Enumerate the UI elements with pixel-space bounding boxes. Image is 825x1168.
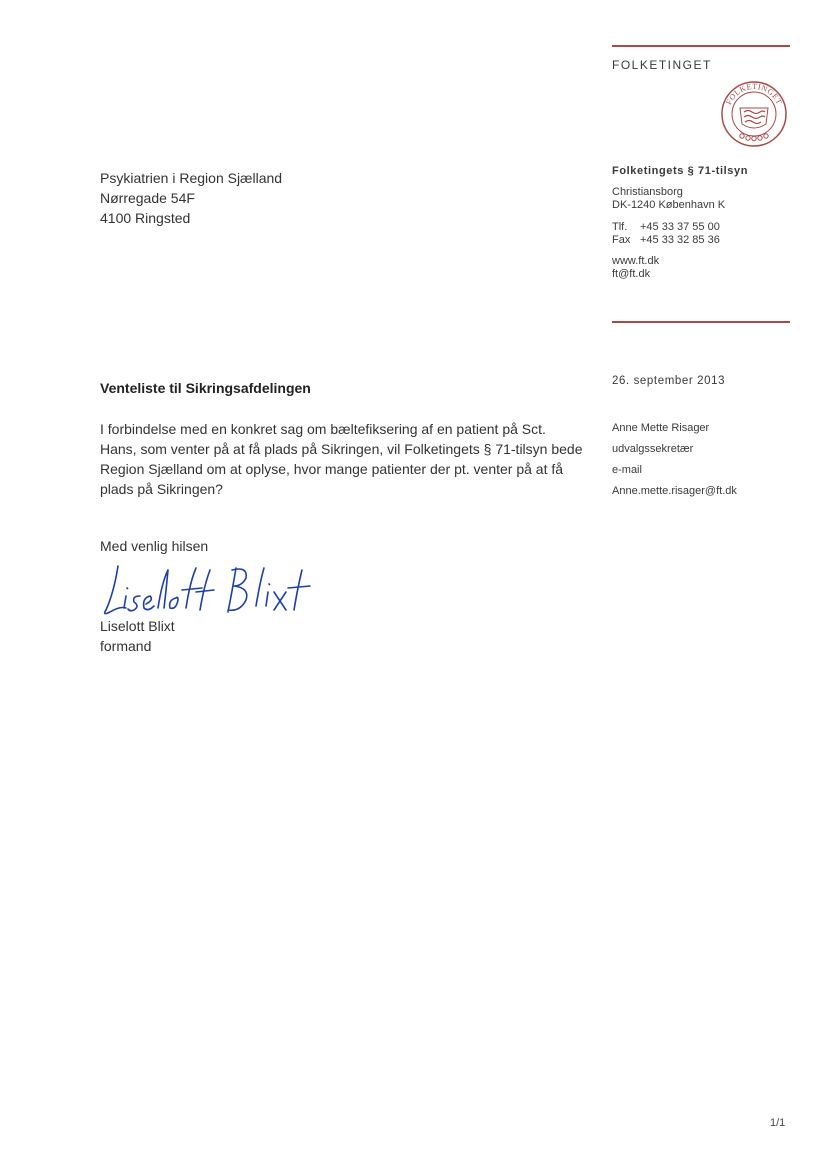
body-line-2: Hans, som venter på at få plads på Sikringen, vil Folketingets § 71-tilsyn bede: [100, 441, 583, 457]
recipient-line-3: 4100 Ringsted: [100, 210, 191, 226]
website-link[interactable]: www.ft.dk: [612, 255, 660, 267]
body-line-3: Region Sjælland om at oplyse, hvor mange patienter der pt. venter på at få: [100, 461, 564, 477]
fax-label: Fax: [612, 234, 631, 246]
body-line-4: plads på Sikringen?: [100, 481, 223, 497]
body-line-1: I forbindelse med en konkret sag om bæltefiksering af en patient på Sct.: [100, 421, 546, 437]
signer-role: formand: [100, 638, 152, 654]
letter-subject: Venteliste til Sikringsafdelingen: [100, 380, 311, 396]
header-bottom-rule: [612, 321, 790, 323]
signer-name: Liselott Blixt: [100, 618, 175, 634]
org-email-link[interactable]: ft@ft.dk: [612, 268, 651, 280]
contact-title: udvalgssekretær: [612, 443, 694, 455]
contact-email-label: e-mail: [612, 464, 642, 476]
signer-block: [100, 616, 175, 656]
fax-number: +45 33 32 85 36: [640, 234, 720, 246]
fax-row: [612, 234, 720, 247]
recipient-line-2: Nørregade 54F: [100, 190, 195, 206]
letter-body: [100, 419, 600, 499]
contact-email-link[interactable]: Anne.mette.risager@ft.dk: [612, 485, 737, 497]
folketinget-seal-logo: [720, 80, 788, 148]
phone-label: Tlf.: [612, 221, 628, 233]
page-number: 1/1: [770, 1117, 786, 1129]
header-top-rule: [612, 45, 790, 47]
svg-text:FOLKETINGET: FOLKETINGET: [724, 81, 784, 107]
address-line-1: Christiansborg: [612, 186, 683, 198]
closing-greeting: Med venlig hilsen: [100, 538, 209, 554]
contact-name: Anne Mette Risager: [612, 422, 710, 434]
committee-name: Folketingets § 71-tilsyn: [612, 165, 749, 177]
recipient-line-1: Psykiatrien i Region Sjælland: [100, 170, 283, 186]
address-line-2: DK-1240 København K: [612, 199, 726, 211]
phone-number: +45 33 37 55 00: [640, 221, 720, 233]
org-name: FOLKETINGET: [612, 58, 712, 72]
recipient-address: [100, 168, 282, 228]
handwritten-signature: [96, 552, 311, 622]
phone-row: [612, 221, 720, 234]
letter-date: 26. september 2013: [612, 375, 726, 387]
